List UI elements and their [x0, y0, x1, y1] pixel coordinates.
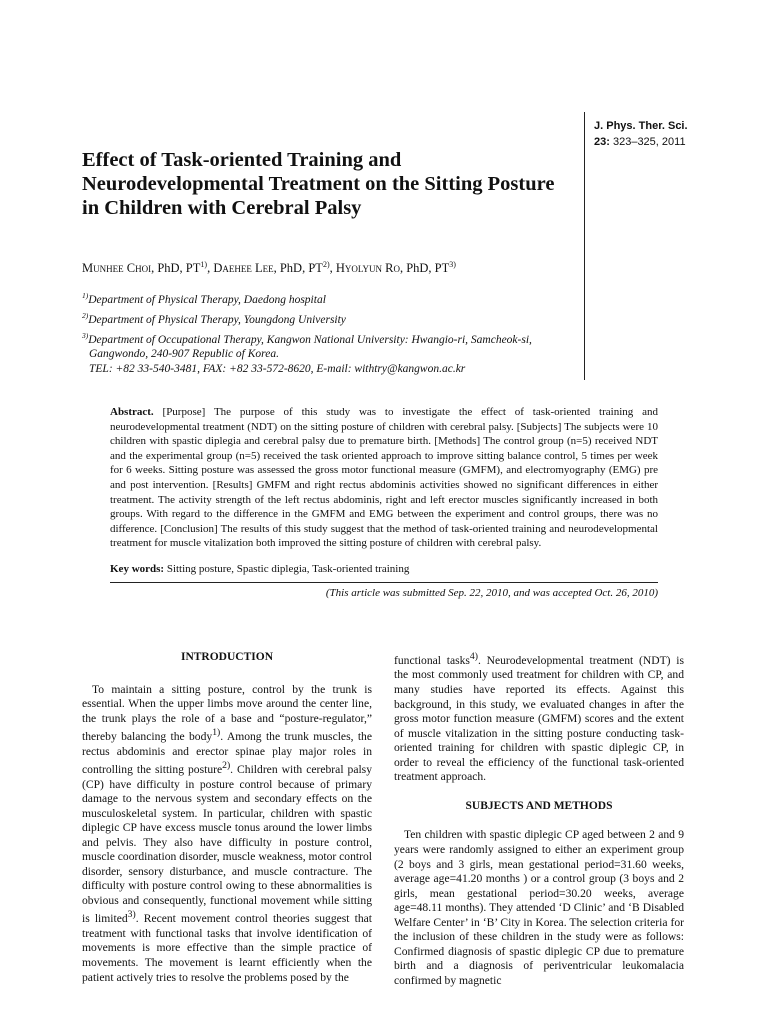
author-name: Munhee Choi [82, 261, 152, 276]
author-name: Daehee Lee [213, 261, 274, 276]
affiliation-marker: 1) [82, 291, 89, 300]
citation-ref: 4) [469, 651, 478, 662]
intro-text: . Recent movement control theories suggest that treatment with functional tasks that involve identification of movements is more effective than the simple practice of movements. The movement is learnt efficiently when the patient actively tries to resolve the problems posed by the [82, 912, 372, 984]
author-separator: , [329, 261, 336, 276]
vertical-divider [584, 112, 585, 380]
author-name: Hyolyun Ro [335, 261, 400, 276]
intro-paragraph [82, 683, 372, 986]
contact-info: TEL: +82 33-540-3481, FAX: +82 33-572-8620, E-mail: withtry@kangwon.ac.kr [89, 363, 466, 376]
submission-note: (This article was submitted Sep. 22, 2010, and was accepted Oct. 26, 2010) [325, 587, 658, 599]
author-list [82, 260, 572, 276]
citation-ref: 2) [222, 760, 231, 772]
affiliation-marker: 3) [82, 330, 89, 340]
intro-continuation [394, 650, 684, 785]
intro-text: . Among the trunk muscles, the rectus abdominis and erector spinae play major roles in controlling the sitting posture [82, 730, 372, 776]
citation-ref: 1) [212, 727, 221, 739]
affiliation-3-cont: Gangwondo, 240-907 Republic of Korea. [89, 348, 279, 361]
abstract-text: [Purpose] The purpose of this study was to investigate the effect of task-oriented training and neurodevelopmental treatment (NDT) on the sitting posture of children with cerebral palsy. [Subjects] The subjects were 10 children with spastic diplegia and cerebral palsy due to premature birth. [Methods] The control group (n=5) received NDT and the experimental group (n=5) received the task oriented approach to improve sitting balance control, 5 times per week for 6 weeks. Sitting posture was assessed the gross motor functional measure (GMFM), and electromyography (EMG) pre and post intervention. [Results] GMFM and right rectus abdominis activities showed no significant differences in either treatment. The activity strength of the left rectus abdominis, right and left erector muscles significantly increased in both groups. With regard to the difference in the GMFM and EMG between the experiment and control groups, there was no difference. [Conclusion] The results of this study suggest that the method of task-oriented training and neurodevelopmental treatment for muscle vitalization both improved the sitting posture of children with cerebral palsy. [110, 406, 658, 550]
affiliation-text: Department of Physical Therapy, Youngdong University [88, 313, 346, 326]
affiliations [82, 288, 574, 377]
author-degree: , PhD, PT [399, 261, 450, 276]
author-separator: , [207, 261, 214, 276]
abstract-label: Abstract. [110, 406, 154, 418]
section-heading-subjects-methods: SUBJECTS AND METHODS [465, 800, 613, 813]
journal-pages-year: 323–325, 2011 [612, 136, 686, 148]
author-affil-ref: 1) [200, 260, 208, 269]
keywords [110, 563, 658, 575]
journal-citation [594, 118, 754, 150]
methods-paragraph: Ten children with spastic diplegic CP aged between 2 and 9 years were randomly assigned to either an experiment group (2 boys and 3 girls, mean gestational period=31.60 weeks, average age=41.20 months ) or a control group (3 boys and 2 girls, mean gestational period=30.20 weeks, average age=48.11 months). They attended ‘D Clinic’ and ‘B Disabled Welfare Center’ in ‘B’ City in Korea. The selection criteria for the inclusion of these children in the study were as follows: Confirmed diagnosis of spastic diplegic CP due to premature birth and a diagnosis of periventricular leukomalacia confirmed by magnetic [394, 828, 684, 987]
intro-text: . Neurodevelopmental treatment (NDT) is the most commonly used treatment for children with CP, and many studies have reported its effects. Against this background, in this study, we evaluated changes in after the gross motor function measure (GMFM) scores and the extent of muscle vitalization in the sitting posture conducting task-oriented training for children with spastic diplegic CP, in order to reveal the efficiency of the functional task-oriented treatment approach. [394, 653, 684, 784]
abstract [110, 405, 658, 551]
affiliation-marker: 2) [82, 310, 89, 320]
intro-text: To maintain a sitting posture, control by the trunk is essential. When the upper limbs move around the center line, the trunk plays the role of a base and “posture-regulator,” thereby balancing the body [82, 682, 372, 744]
horizontal-divider [110, 582, 658, 583]
journal-volume-line [594, 134, 754, 150]
affiliation-text: Department of Occupational Therapy, Kangwon National University: Hwangio-ri, Samcheok-si, [88, 333, 532, 346]
intro-text: . Children with cerebral palsy (CP) have difficulty in posture control because of primary damage to the nervous system and secondary effects on the musculoskeletal system. In particular, children with spastic diplegic CP have excess muscle tonus around the lower limbs and pelvis. They also have difficulty in posture control, muscle coordination disorder, muscle weakness, motor control disorder, sensory disturbance, and muscle contracture. The difficulty with posture control owing to these abnormalities is obvious and consequently, functional movement while sitting is limited [82, 763, 372, 926]
author-degree: , PhD, PT [273, 261, 323, 276]
affiliation-2 [82, 308, 574, 328]
author-affil-ref: 2) [322, 260, 330, 269]
keywords-text: Sitting posture, Spastic diplegia, Task-oriented training [166, 563, 410, 575]
section-heading-introduction: INTRODUCTION [180, 651, 273, 663]
paper-title: Effect of Task-oriented Training and Neurodevelopmental Treatment on the Sitting Posture in Children with Cerebral Palsy [82, 149, 555, 219]
journal-volume: 23: [594, 136, 610, 148]
left-column [82, 650, 372, 985]
affiliation-1 [82, 288, 574, 308]
author-degree: , PhD, PT [151, 261, 201, 276]
author-affil-ref: 3) [449, 260, 456, 269]
intro-text: functional tasks [394, 653, 470, 667]
keywords-label: Key words: [110, 563, 165, 575]
affiliation-3 [82, 328, 574, 348]
journal-name: J. Phys. Ther. Sci. [594, 120, 688, 132]
citation-ref: 3) [127, 909, 136, 921]
right-column [394, 650, 684, 988]
affiliation-text: Department of Physical Therapy, Daedong hospital [88, 293, 326, 306]
